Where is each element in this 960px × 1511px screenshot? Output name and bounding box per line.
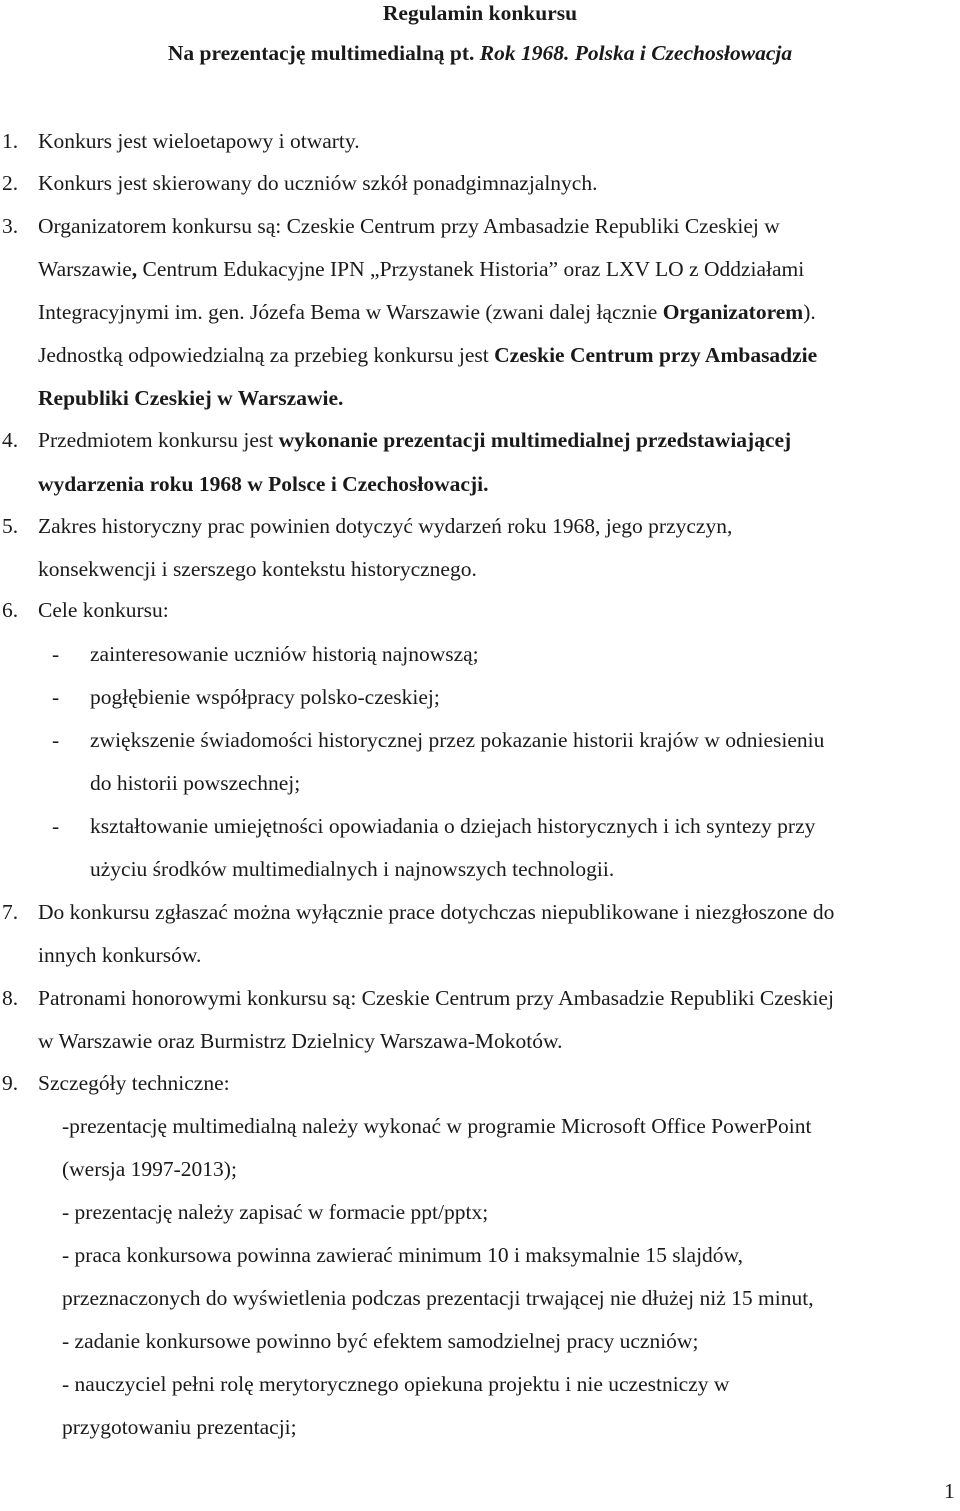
item-2-number: 2. [2,171,19,195]
tech-line-3: - prezentację należy zapisać w formacie ppt/pptx; [62,1200,489,1224]
page-number: 1 [944,1479,955,1503]
item-6-text: Cele konkursu: [38,598,169,622]
item-5-number: 5. [2,514,19,538]
goal-1-text: zainteresowanie uczniów historią najnowszą; [90,642,479,666]
document-subtitle [0,40,960,66]
item-1-text: Konkurs jest wieloetapowy i otwarty. [38,129,360,153]
tech-line-5: przeznaczonych do wyświetlenia podczas prezentacji trwającej nie dłużej niż 15 minut, [62,1286,814,1310]
item-3-line-4a: Jednostką odpowiedzialną za przebieg konkursu jest [38,343,495,367]
goal-4-line-2: użyciu środków multimedialnych i najnowszych technologii. [90,857,615,881]
item-2-text: Konkurs jest skierowany do uczniów szkół ponadgimnazjalnych. [38,171,598,195]
subtitle-italic: Rok 1968. Polska i Czechosłowacja [479,41,793,65]
item-7-line-1: Do konkursu zgłaszać można wyłącznie prace dotychczas niepublikowane i niezgłoszone do [38,900,835,924]
tech-line-4: - praca konkursowa powinna zawierać minimum 10 i maksymalnie 15 slajdów, [62,1243,744,1267]
goal-3-line-1: zwiększenie świadomości historycznej przez pokazanie historii krajów w odniesieniu [90,728,825,752]
goal-3-dash: - [52,728,60,752]
item-4-line-1 [38,427,791,453]
item-7-number: 7. [2,900,19,924]
item-4-line-1b: wykonanie prezentacji multimedialnej przedstawiającej [278,428,792,452]
item-3-line-2c: Centrum Edukacyjne IPN „Przystanek Historia” oraz LXV LO z Oddziałami [137,257,805,281]
item-3-line-2 [38,256,804,282]
goal-2-text: pogłębienie współpracy polsko-czeskiej; [90,685,440,709]
item-4-number: 4. [2,428,19,452]
tech-line-6: - zadanie konkursowe powinno być efektem samodzielnej pracy uczniów; [62,1329,699,1353]
item-9-text: Szczegóły techniczne: [38,1071,230,1095]
item-4-line-1a: Przedmiotem konkursu jest [38,428,279,452]
item-3-line-5: Republiki Czeskiej w Warszawie. [38,386,344,410]
item-3-line-4 [38,342,817,368]
item-8-line-2: w Warszawie oraz Burmistrz Dzielnicy Warszawa-Mokotów. [38,1029,563,1053]
goal-1-dash: - [52,642,60,666]
goal-4-line-1: kształtowanie umiejętności opowiadania o dziejach historycznych i ich syntezy przy [90,814,816,838]
tech-line-8: przygotowaniu prezentacji; [62,1415,297,1439]
tech-line-7: - nauczyciel pełni rolę merytorycznego opiekuna projektu i nie uczestniczy w [62,1372,730,1396]
document-title: Regulamin konkursu [382,1,578,25]
item-7-line-2: innych konkursów. [38,943,202,967]
item-3-line-2b: , [131,257,138,281]
tech-line-1: -prezentację multimedialną należy wykonać w programie Microsoft Office PowerPoint [62,1114,812,1138]
subtitle-prefix: Na prezentację multimedialną pt. [167,41,480,65]
item-3-line-3b: Organizatorem [662,300,804,324]
item-3-line-1: Organizatorem konkursu są: Czeskie Centrum przy Ambasadzie Republiki Czeskiej w [38,214,780,238]
item-3-line-3a: Integracyjnymi im. gen. Józefa Bema w Warszawie (zwani dalej łącznie [38,300,663,324]
item-5-line-2: konsekwencji i szerszego kontekstu historycznego. [38,557,477,581]
item-5-line-1: Zakres historyczny prac powinien dotyczyć wydarzeń roku 1968, jego przyczyn, [38,514,733,538]
item-8-number: 8. [2,986,19,1010]
goal-4-dash: - [52,814,60,838]
item-3-line-3 [38,299,816,325]
item-3-line-3c: ). [803,300,816,324]
item-4-line-2: wydarzenia roku 1968 w Polsce i Czechosłowacji. [38,472,489,496]
tech-line-2: (wersja 1997-2013); [62,1157,237,1181]
item-6-number: 6. [2,598,19,622]
item-9-number: 9. [2,1071,19,1095]
item-3-line-2a: Warszawie [38,257,132,281]
item-3-line-4b: Czeskie Centrum przy Ambasadzie [494,343,818,367]
item-1-number: 1. [2,129,19,153]
item-8-line-1: Patronami honorowymi konkursu są: Czeskie Centrum przy Ambasadzie Republiki Czeskiej [38,986,834,1010]
goal-3-line-2: do historii powszechnej; [90,771,301,795]
item-3-number: 3. [2,214,19,238]
goal-2-dash: - [52,685,60,709]
